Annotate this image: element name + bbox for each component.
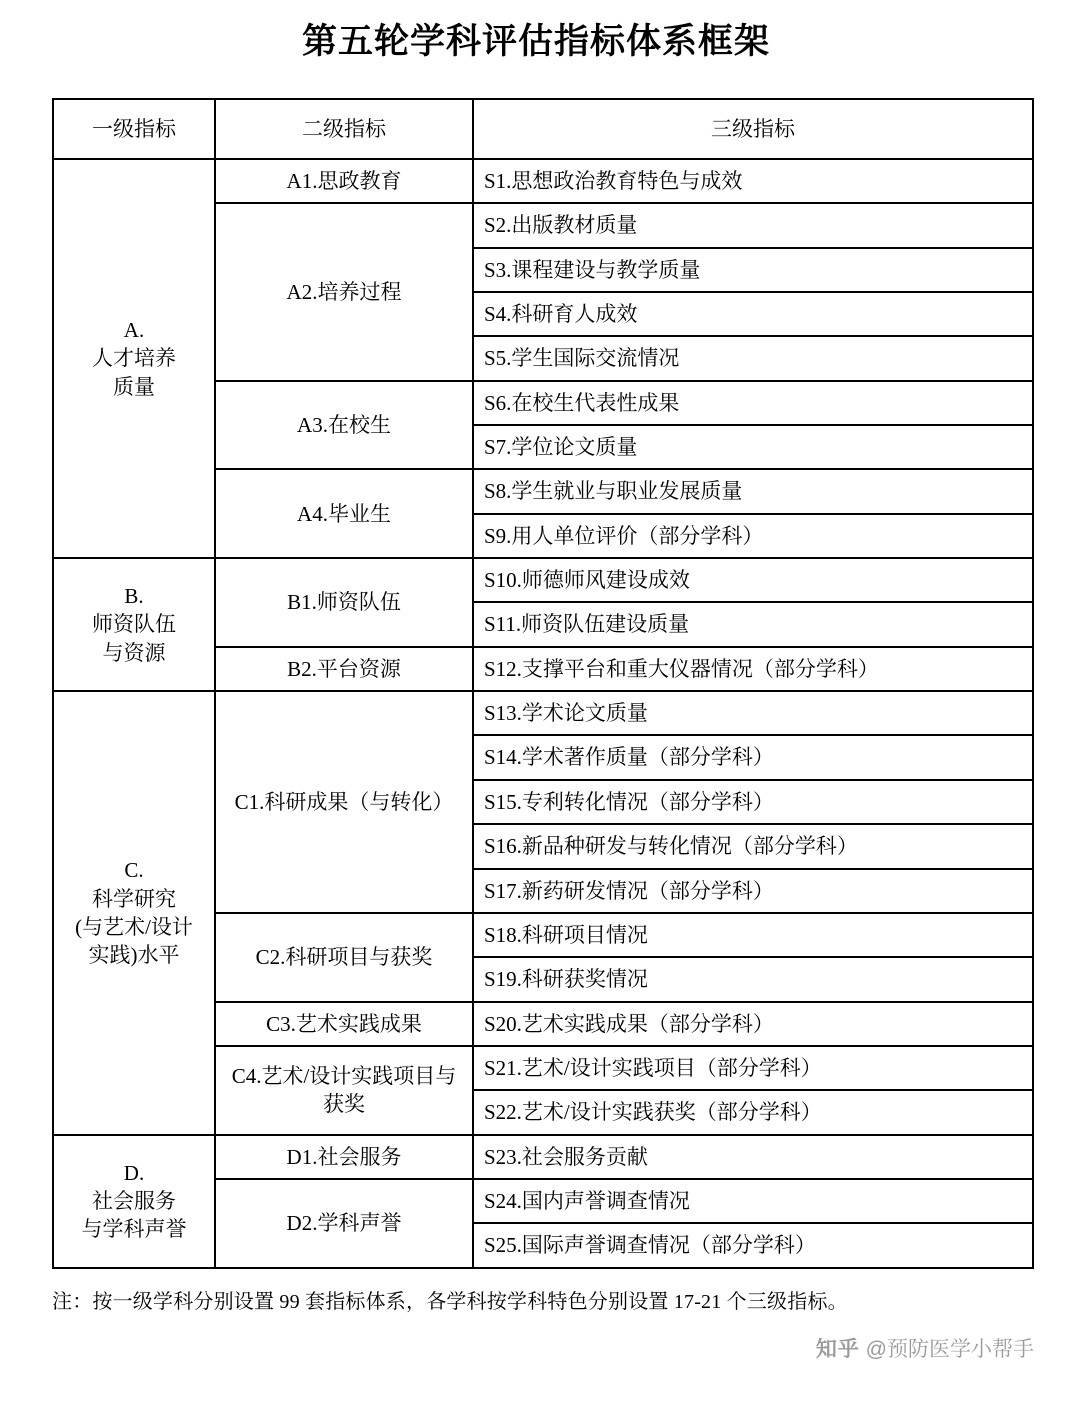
level1-label-line: 实践)水平 — [88, 943, 180, 968]
level1-label-line: (与艺术/设计 — [75, 914, 193, 939]
level3-cell-s10: S10.师德师风建设成效 — [473, 558, 1033, 602]
table-row — [53, 691, 1033, 735]
level3-cell-s2: S2.出版教材质量 — [473, 203, 1033, 247]
level3-cell-s4: S4.科研育人成效 — [473, 292, 1033, 336]
table-row — [53, 1135, 1033, 1179]
level3-cell-s19: S19.科研获奖情况 — [473, 957, 1033, 1001]
table-row — [53, 159, 1033, 203]
footnote: 注：按一级学科分别设置 99 套指标体系，各学科按学科特色分别设置 17-21 个三级指标。 — [52, 1290, 848, 1313]
level3-cell-s14: S14.学术著作质量（部分学科） — [473, 735, 1033, 779]
column-header-level1: 一级指标 — [53, 99, 215, 159]
table-row — [53, 558, 1033, 602]
level3-cell-s13: S13.学术论文质量 — [473, 691, 1033, 735]
level3-cell-s20: S20.艺术实践成果（部分学科） — [473, 1002, 1033, 1046]
level2-cell-d2: D2.学科声誉 — [215, 1179, 473, 1268]
table-body — [53, 159, 1033, 1268]
level1-label-line: 师资队伍 — [92, 612, 176, 637]
column-header-level3: 三级指标 — [473, 99, 1033, 159]
level1-label-line: 质量 — [113, 374, 155, 399]
level1-label-line: 与学科声誉 — [81, 1217, 187, 1242]
level1-cell-a — [53, 159, 215, 558]
level1-label-line: A. — [123, 318, 145, 343]
watermark-logo: 知乎 — [815, 1338, 860, 1361]
level1-label-line: 人才培养 — [92, 346, 176, 371]
level1-label-line: 科学研究 — [92, 886, 176, 911]
level3-cell-s18: S18.科研项目情况 — [473, 913, 1033, 957]
level3-cell-s7: S7.学位论文质量 — [473, 425, 1033, 469]
level3-cell-s8: S8.学生就业与职业发展质量 — [473, 469, 1033, 513]
level2-cell-a3: A3.在校生 — [215, 381, 473, 470]
level3-cell-s24: S24.国内声誉调查情况 — [473, 1179, 1033, 1223]
level1-label-line: 与资源 — [102, 640, 166, 665]
level3-cell-s17: S17.新药研发情况（部分学科） — [473, 869, 1033, 913]
framework-table-container — [52, 98, 1032, 1269]
level2-cell-a1: A1.思政教育 — [215, 159, 473, 203]
framework-table — [52, 98, 1034, 1269]
level3-cell-s11: S11.师资队伍建设质量 — [473, 602, 1033, 646]
level2-cell-d1: D1.社会服务 — [215, 1135, 473, 1179]
level3-cell-s1: S1.思想政治教育特色与成效 — [473, 159, 1033, 203]
level3-cell-s6: S6.在校生代表性成果 — [473, 381, 1033, 425]
level2-cell-c1: C1.科研成果（与转化） — [215, 691, 473, 913]
level3-cell-s15: S15.专利转化情况（部分学科） — [473, 780, 1033, 824]
level2-cell-a2: A2.培养过程 — [215, 203, 473, 380]
level2-cell-a4: A4.毕业生 — [215, 469, 473, 558]
level3-cell-s22: S22.艺术/设计实践获奖（部分学科） — [473, 1090, 1033, 1134]
level3-cell-s3: S3.课程建设与教学质量 — [473, 248, 1033, 292]
level3-cell-s25: S25.国际声誉调查情况（部分学科） — [473, 1223, 1033, 1267]
level2-cell-b1: B1.师资队伍 — [215, 558, 473, 647]
column-header-level2: 二级指标 — [215, 99, 473, 159]
level1-label-line: B. — [124, 584, 144, 609]
level2-cell-b2: B2.平台资源 — [215, 647, 473, 691]
level3-cell-s16: S16.新品种研发与转化情况（部分学科） — [473, 824, 1033, 868]
level3-cell-s23: S23.社会服务贡献 — [473, 1135, 1033, 1179]
level1-label-line: D. — [123, 1160, 145, 1185]
level2-cell-c2: C2.科研项目与获奖 — [215, 913, 473, 1002]
page-title: 第五轮学科评估指标体系框架 — [301, 22, 770, 61]
level3-cell-s9: S9.用人单位评价（部分学科） — [473, 514, 1033, 558]
table-header-row — [53, 99, 1033, 159]
level1-label-line: 社会服务 — [92, 1188, 176, 1213]
level2-cell-c4: C4.艺术/设计实践项目与获奖 — [215, 1046, 473, 1135]
level2-cell-c3: C3.艺术实践成果 — [215, 1002, 473, 1046]
level3-cell-s21: S21.艺术/设计实践项目（部分学科） — [473, 1046, 1033, 1090]
level3-cell-s5: S5.学生国际交流情况 — [473, 336, 1033, 380]
level1-cell-c — [53, 691, 215, 1134]
level3-cell-s12: S12.支撑平台和重大仪器情况（部分学科） — [473, 647, 1033, 691]
watermark-text: @预防医学小帮手 — [859, 1338, 1034, 1361]
level1-cell-b — [53, 558, 215, 691]
level1-label-line: C. — [124, 858, 144, 883]
level1-cell-d — [53, 1135, 215, 1268]
watermark — [816, 1333, 1034, 1363]
